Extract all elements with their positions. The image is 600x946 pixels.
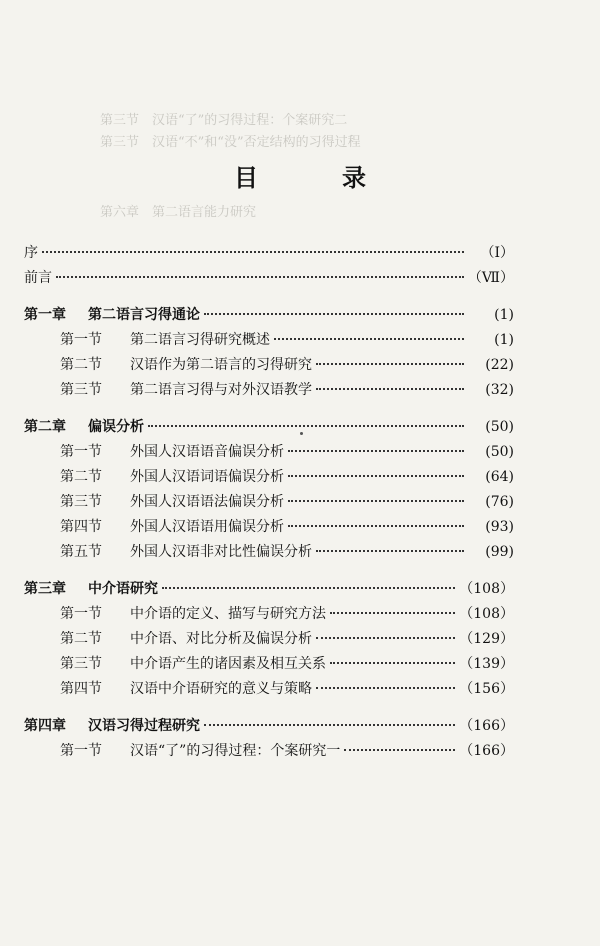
toc-entry-number: 第四章 [24,718,66,734]
dot-leader [204,724,455,726]
toc-entry-number: 第三节 [60,494,102,510]
dot-leader [148,425,464,427]
toc-entry-number: 第三节 [60,656,102,672]
toc-page-number: (76) [485,494,514,510]
toc-entry-number: 第五节 [60,544,102,560]
toc-entry-label [60,678,312,698]
toc-entry-number: 第二章 [24,419,66,435]
toc-front-row[interactable] [24,267,514,292]
toc-entry-label [60,541,312,561]
toc-entry-label [24,715,200,735]
toc-chapter-row[interactable] [24,715,514,740]
toc-entry-number: 第二节 [60,357,102,373]
toc-page-number: （156） [459,681,514,697]
toc-page-number: （139） [459,656,514,672]
toc-entry-number: 第三章 [24,581,66,597]
toc-chapter-row[interactable] [24,578,514,603]
toc-entry-title: 外国人汉语语法偏误分析 [130,494,284,510]
toc-entry-title: 汉语习得过程研究 [88,718,200,734]
toc-section-row[interactable] [24,491,514,516]
toc-section-row[interactable] [24,653,514,678]
toc-entry-label [24,267,52,287]
table-of-contents [24,242,514,765]
ghost-line: 第六章 第二语言能力研究 [100,205,257,220]
toc-section-row[interactable] [24,441,514,466]
toc-page-number: （Ⅶ） [467,270,514,286]
toc-entry-title: 外国人汉语非对比性偏误分析 [130,544,312,560]
spacer [24,566,514,578]
toc-entry-title: 中介语、对比分析及偏误分析 [130,631,312,647]
toc-section-row[interactable] [24,628,514,653]
dot-leader [288,500,464,502]
toc-section-row[interactable] [24,603,514,628]
toc-entry-label [60,491,284,511]
toc-page-number: (64) [485,469,514,485]
toc-page-number: (1) [494,307,514,323]
dot-leader [204,313,464,315]
dot-leader [288,475,464,477]
dot-leader [288,450,464,452]
toc-entry-number: 第一章 [24,307,66,323]
dot-leader [162,587,455,589]
toc-entry-label [60,466,284,486]
toc-entry-title: 汉语作为第二语言的习得研究 [130,357,312,373]
dot-leader [316,363,464,365]
toc-entry-number: 第一节 [60,332,102,348]
toc-entry-title: 汉语中介语研究的意义与策略 [130,681,312,697]
toc-entry-number: 第二节 [60,631,102,647]
toc-entry-title: 第二语言习得通论 [88,307,200,323]
dot-leader [330,612,455,614]
toc-entry-label [60,441,284,461]
toc-entry-title: 中介语产生的诸因素及相互关系 [130,656,326,672]
toc-entry-label [24,578,158,598]
toc-page-number: (93) [485,519,514,535]
spacer [24,292,514,304]
dot-leader [274,338,464,340]
toc-page-number: （108） [459,581,514,597]
toc-entry-label [24,416,144,436]
toc-page-number: (1) [494,332,514,348]
spacer [24,703,514,715]
toc-entry-label [60,628,312,648]
toc-entry-title: 第二语言习得研究概述 [130,332,270,348]
toc-entry-number: 第四节 [60,519,102,535]
toc-entry-label [60,516,284,536]
dot-leader [344,749,455,751]
toc-front-row[interactable] [24,242,514,267]
toc-entry-number: 第一节 [60,444,102,460]
toc-page-number: （Ⅰ） [480,245,514,261]
dot-leader [42,251,464,253]
toc-entry-title: 外国人汉语语音偏误分析 [130,444,284,460]
dot-leader [330,662,455,664]
toc-section-row[interactable] [24,740,514,765]
toc-entry-number: 第一节 [60,606,102,622]
toc-section-row[interactable] [24,466,514,491]
dot-leader [316,388,464,390]
toc-entry-title: 中介语的定义、描写与研究方法 [130,606,326,622]
toc-page-number: (99) [485,544,514,560]
toc-entry-number: 第一节 [60,743,102,759]
toc-entry-title: 前言 [24,270,52,286]
toc-page-number: (50) [485,419,514,435]
toc-chapter-row[interactable] [24,416,514,441]
toc-entry-title: 第二语言习得与对外汉语教学 [130,382,312,398]
toc-section-row[interactable] [24,329,514,354]
toc-entry-title: 偏误分析 [88,419,144,435]
toc-entry-number: 第四节 [60,681,102,697]
spacer [24,404,514,416]
toc-section-row[interactable] [24,541,514,566]
toc-entry-label [60,740,340,760]
toc-entry-label [60,603,326,623]
toc-section-row[interactable] [24,678,514,703]
dot-leader [316,687,455,689]
toc-page-number: (32) [485,382,514,398]
toc-page-number: （108） [459,606,514,622]
toc-entry-label [24,242,38,262]
toc-page-number: (50) [485,444,514,460]
toc-section-row[interactable] [24,379,514,404]
toc-entry-label [60,653,326,673]
toc-page-number: （166） [459,718,514,734]
toc-entry-title: 外国人汉语语用偏误分析 [130,519,284,535]
dot-leader [56,276,464,278]
toc-chapter-row[interactable] [24,304,514,329]
toc-entry-title: 外国人汉语词语偏误分析 [130,469,284,485]
ghost-line: 第三节 汉语“不”和“没”否定结构的习得过程 [100,135,361,150]
toc-page-number: （166） [459,743,514,759]
toc-entry-title: 汉语“了”的习得过程：个案研究一 [130,743,341,759]
toc-section-row[interactable] [24,354,514,379]
toc-entry-number: 第三节 [60,382,102,398]
toc-section-row[interactable] [24,516,514,541]
toc-entry-number: 第二节 [60,469,102,485]
toc-entry-label [60,354,312,374]
dot-leader [316,550,464,552]
toc-entry-title: 序 [24,245,38,261]
toc-entry-title: 中介语研究 [88,581,158,597]
dot-leader [316,637,455,639]
toc-entry-label [60,379,312,399]
toc-page-number: (22) [485,357,514,373]
toc-page-number: （129） [459,631,514,647]
ghost-line: 第三节 汉语“了”的习得过程：个案研究二 [100,113,348,128]
toc-entry-label [24,304,200,324]
dot-leader [288,525,464,527]
toc-entry-label [60,329,270,349]
page-title: 目 录 [234,163,396,192]
